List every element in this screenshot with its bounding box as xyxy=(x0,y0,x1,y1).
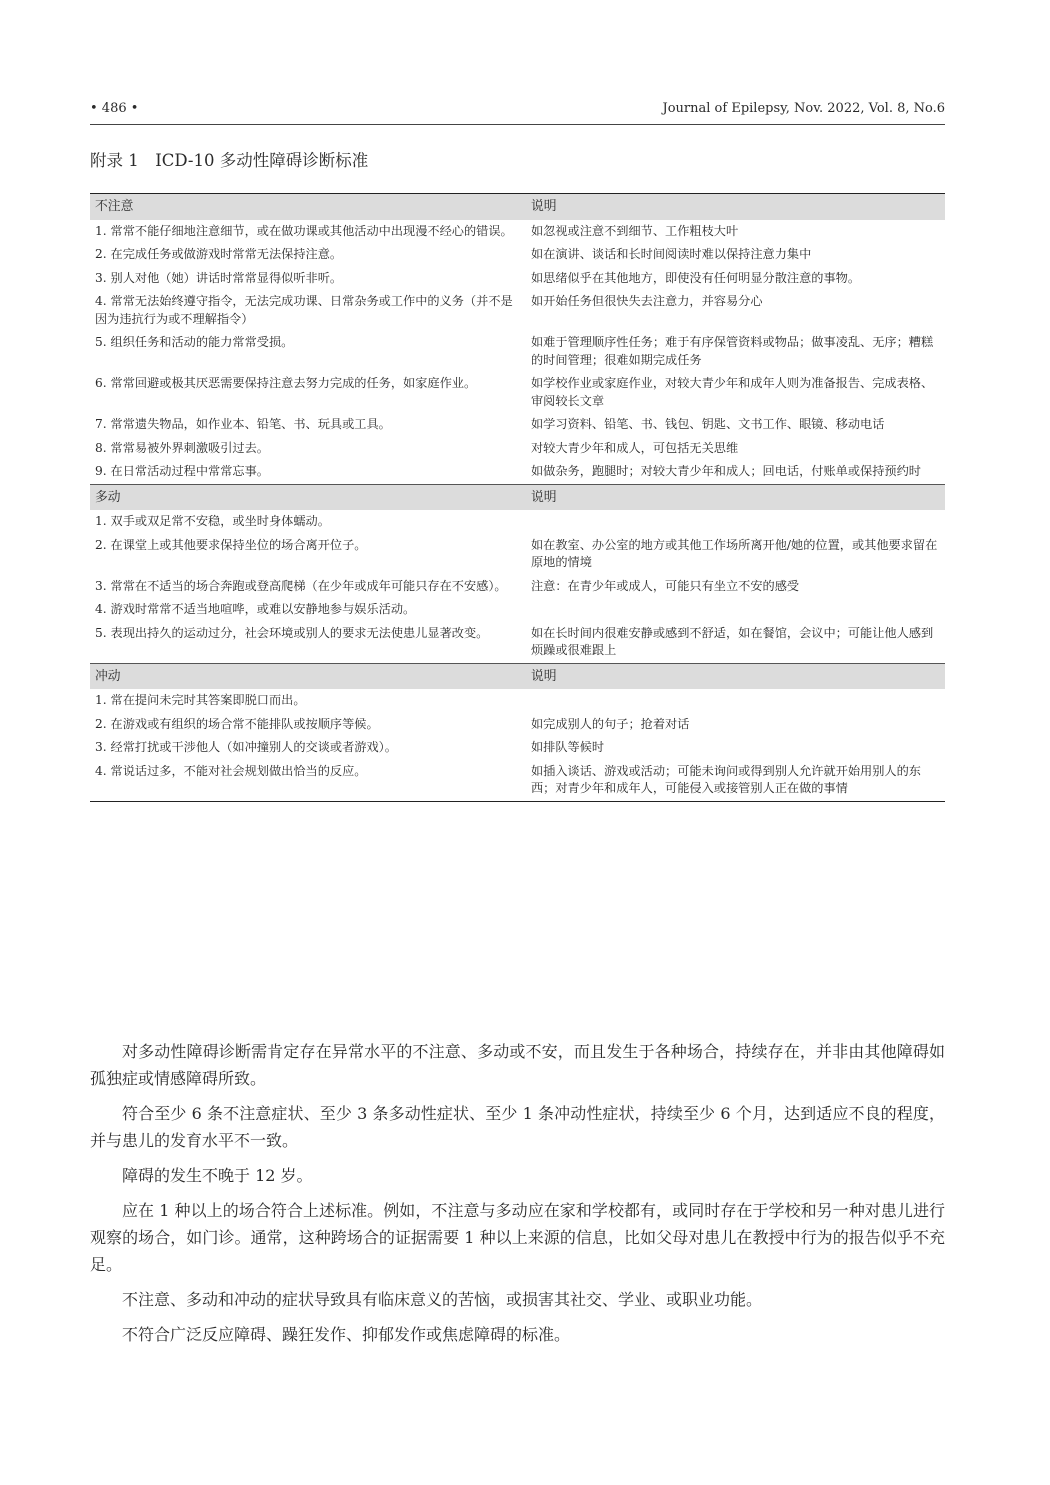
body-paragraph: 对多动性障碍诊断需肯定存在异常水平的不注意、多动或不安，而且发生于各种场合，持续存在，并非由其他障碍如孤独症或情感障碍所致。 xyxy=(90,1042,945,1088)
note-cell: 如在演讲、谈话和长时间阅读时难以保持注意力集中 xyxy=(531,247,812,261)
table-row xyxy=(90,290,945,331)
section-desc-heading: 说明 xyxy=(521,484,945,510)
section-header-row xyxy=(90,194,945,220)
table-row xyxy=(90,460,945,484)
note-cell: 如忽视或注意不到细节、工作粗枝大叶 xyxy=(531,223,739,238)
appendix-title: 附录 1 ICD-10 多动性障碍诊断标准 xyxy=(90,151,369,170)
criterion-cell: 2. 在课堂上或其他要求保持坐位的场合离开位子。 xyxy=(95,537,367,552)
note-cell: 如完成别人的句子；抢着对话 xyxy=(531,716,690,731)
page-number: • 486 • xyxy=(90,101,139,116)
criterion-cell: 3. 经常打扰或干涉他人（如冲撞别人的交谈或者游戏）。 xyxy=(95,740,397,754)
table-row xyxy=(90,598,945,622)
body-paragraph: 不符合广泛反应障碍、躁狂发作、抑郁发作或焦虑障碍的标准。 xyxy=(122,1325,571,1344)
table-row xyxy=(90,689,945,713)
criterion-cell: 1. 常常不能仔细地注意细节，或在做功课或其他活动中出现漫不经心的错误。 xyxy=(95,223,513,238)
note-cell: 如在长时间内很难安静或感到不舒适，如在餐馆，会议中；可能让他人感到烦躁或很难跟上 xyxy=(531,625,934,657)
body-text xyxy=(90,1038,945,1356)
note-cell: 如思绪似乎在其他地方，即使没有任何明显分散注意的事物。 xyxy=(531,270,861,285)
table-row xyxy=(90,534,945,575)
criteria-table-body xyxy=(90,194,945,802)
note-cell: 如做杂务，跑腿时；对较大青少年和成人；回电话，付账单或保持预约时 xyxy=(531,464,921,478)
note-cell: 对较大青少年和成人，可包括无关思维 xyxy=(531,440,739,455)
criterion-cell: 1. 常在提问未完时其答案即脱口而出。 xyxy=(95,693,306,707)
note-cell xyxy=(521,598,945,622)
criterion-cell: 2. 在游戏或有组织的场合常不能排队或按顺序等候。 xyxy=(95,716,379,731)
criterion-cell: 4. 常说话过多，不能对社会规划做出恰当的反应。 xyxy=(90,760,521,802)
body-paragraph: 障碍的发生不晚于 12 岁。 xyxy=(122,1166,313,1185)
body-paragraph: 符合至少 6 条不注意症状、至少 3 条多动性症状、至少 1 条冲动性症状，持续至少 6 个月，达到适应不良的程度，并与患儿的发育水平不一致。 xyxy=(90,1104,945,1150)
criterion-cell: 2. 在完成任务或做游戏时常常无法保持注意。 xyxy=(95,247,343,261)
section-heading: 不注意 xyxy=(90,194,521,220)
note-cell: 如排队等候时 xyxy=(531,740,605,754)
criterion-cell: 1. 双手或双足常不安稳，或坐时身体蠕动。 xyxy=(95,514,330,528)
criterion-cell: 7. 常常遗失物品，如作业本、铅笔、书、玩具或工具。 xyxy=(95,417,391,431)
note-cell: 注意：在青少年或成人，可能只有坐立不安的感受 xyxy=(531,578,800,593)
table-row xyxy=(90,437,945,461)
note-cell xyxy=(521,689,945,713)
criteria-table-wrapper xyxy=(90,193,945,802)
note-cell: 如插入谈话、游戏或活动；可能未询问或得到别人允许就开始用别人的东西；对青少年和成年人，可能侵入或接管别人正在做的事情 xyxy=(521,760,945,802)
criterion-cell: 4. 常常无法始终遵守指令，无法完成功课、日常杂务或工作中的义务（并不是因为违抗行为或不理解指令） xyxy=(95,294,513,326)
body-paragraph: 应在 1 种以上的场合符合上述标准。例如，不注意与多动应在家和学校都有，或同时存在于学校和另一种对患儿进行观察的场合，如门诊。通常，这种跨场合的证据需要 1 种以上来源的信息，比如父母对患儿在教授中行为的报告似乎不充足。 xyxy=(90,1201,945,1274)
criteria-table xyxy=(90,193,945,802)
section-heading: 冲动 xyxy=(90,663,521,689)
table-row xyxy=(90,243,945,267)
section-header-row xyxy=(90,484,945,510)
criterion-cell: 4. 游戏时常常不适当地喧哗，或难以安静地参与娱乐活动。 xyxy=(95,602,416,616)
criterion-cell: 5. 表现出持久的运动过分，社会环境或别人的要求无法使患儿显著改变。 xyxy=(95,625,489,640)
criterion-cell: 3. 别人对他（她）讲话时常常显得似听非听。 xyxy=(95,270,343,285)
note-cell xyxy=(521,510,945,534)
section-heading: 多动 xyxy=(90,484,521,510)
criterion-cell: 5. 组织任务和活动的能力常常受损。 xyxy=(95,335,294,349)
note-cell: 如难于管理顺序性任务；难于有序保管资料或物品；做事凌乱、无序；糟糕的时间管理；很难如期完成任务 xyxy=(531,335,934,367)
table-row xyxy=(90,736,945,760)
table-row xyxy=(90,220,945,244)
journal-citation: Journal of Epilepsy, Nov. 2022, Vol. 8, No.6 xyxy=(662,101,945,116)
table-row xyxy=(90,413,945,437)
section-header-row xyxy=(90,663,945,689)
table-row xyxy=(90,331,945,372)
header-rule xyxy=(90,124,945,125)
section-desc-heading: 说明 xyxy=(521,194,945,220)
note-cell: 如学习资料、铅笔、书、钱包、钥匙、文书工作、眼镜、移动电话 xyxy=(531,417,885,431)
section-desc-heading: 说明 xyxy=(521,663,945,689)
criterion-cell: 9. 在日常活动过程中常常忘事。 xyxy=(95,464,269,478)
criterion-cell: 6. 常常回避或极其厌恶需要保持注意去努力完成的任务，如家庭作业。 xyxy=(95,376,477,390)
table-row xyxy=(90,267,945,291)
table-row xyxy=(90,713,945,737)
table-row xyxy=(90,510,945,534)
note-cell: 如开始任务但很快失去注意力，并容易分心 xyxy=(531,294,763,308)
criterion-cell: 8. 常常易被外界刺激吸引过去。 xyxy=(95,440,269,455)
table-row xyxy=(90,622,945,664)
criterion-cell: 3. 常常在不适当的场合奔跑或登高爬梯（在少年或成年可能只存在不安感）。 xyxy=(95,578,507,593)
body-paragraph: 不注意、多动和冲动的症状导致具有临床意义的苦恼，或损害其社交、学业、或职业功能。 xyxy=(122,1290,763,1309)
note-cell: 如学校作业或家庭作业，对较大青少年和成年人则为准备报告、完成表格、审阅较长文章 xyxy=(531,376,934,408)
note-cell: 如在教室、办公室的地方或其他工作场所离开他/她的位置，或其他要求留在原地的情境 xyxy=(531,537,938,569)
table-row xyxy=(90,372,945,413)
table-row xyxy=(90,575,945,599)
table-row xyxy=(90,760,945,802)
